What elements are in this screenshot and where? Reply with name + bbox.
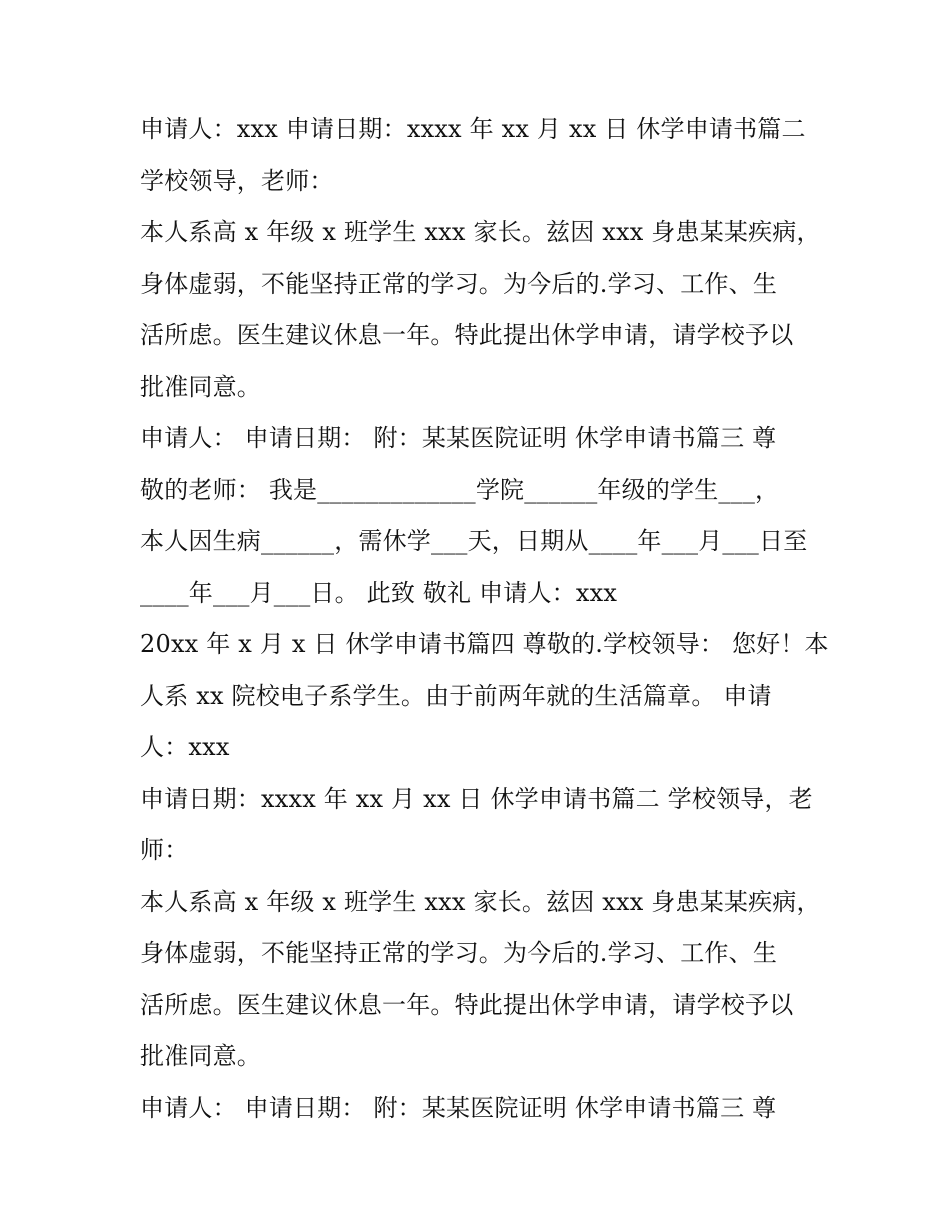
document-body	[140, 104, 829, 1134]
text-line: 活所虑。医生建议休息一年。特此提出休学申请，请学校予以	[140, 321, 794, 349]
text-line: 人系 xx 院校电子系学生。由于前两年就的生活篇章。 申请	[140, 681, 772, 710]
text-line: 本人因生病______，需休学___天，日期从____年___月___日至	[140, 527, 808, 555]
text-line: 人：xxx	[140, 733, 230, 761]
text-line: 批准同意。	[140, 372, 261, 401]
text-line: 申请人：xxx 申请日期：xxxx 年 xx 月 xx 日 休学申请书篇二	[140, 115, 806, 143]
text-line: 身体虚弱，不能坚持正常的学习。为今后的.学习、工作、生	[140, 939, 778, 967]
text-line: 活所虑。医生建议休息一年。特此提出休学申请，请学校予以	[140, 990, 794, 1019]
text-line: 敬的老师： 我是_____________学院______年级的学生___，	[140, 475, 780, 504]
text-line: 师：	[140, 836, 189, 864]
text-line: 本人系高 x 年级 x 班学生 xxx 家长。兹因 xxx 身患某某疾病，	[140, 887, 821, 916]
text-line: 申请人： 申请日期： 附：某某医院证明 休学申请书篇三 尊	[140, 424, 777, 452]
text-line: 学校领导，老师：	[140, 166, 334, 195]
text-line: ____年___月___日。 此致 敬礼 申请人：xxx	[140, 578, 618, 607]
text-line: 申请日期：xxxx 年 xx 月 xx 日 休学申请书篇二 学校领导，老	[140, 784, 813, 813]
text-line: 批准同意。	[140, 1042, 261, 1070]
text-line: 本人系高 x 年级 x 班学生 xxx 家长。兹因 xxx 身患某某疾病，	[140, 218, 821, 246]
text-line: 20xx 年 x 月 x 日 休学申请书篇四 尊敬的.学校领导： 您好！本	[140, 630, 829, 658]
text-line: 申请人： 申请日期： 附：某某医院证明 休学申请书篇三 尊	[140, 1093, 777, 1122]
text-line: 身体虚弱，不能坚持正常的学习。为今后的.学习、工作、生	[140, 269, 778, 298]
